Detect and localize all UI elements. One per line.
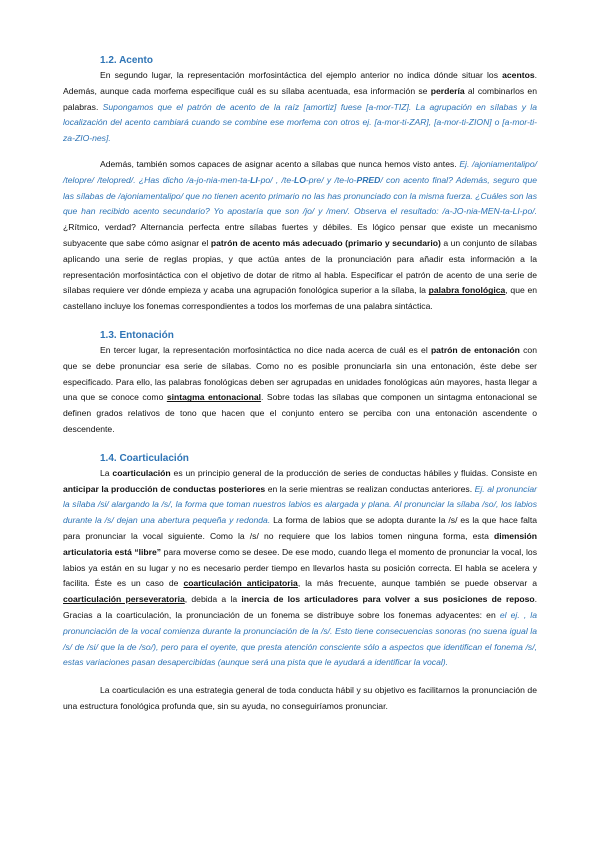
paragraph-coarticulacion-1: La coarticulación es un principio general de la producción de series de conductas hábiles y fluidas. Consiste en anticipar la producción de conductas posteriores en la serie mientras se realizan conductas anteriores. Ej. al pronunciar la sílaba /si/ alargando la /s/, la forma que toman nuestros labios es alargada y plana. Al pronunciar la sílaba /so/, los labios durante la /s/ dejan una abertura pequeña y redonda. La forma de labios que se adopta durante la /s/ es la que hace falta para pronunciar la vocal siguiente. Como la /s/ no requiere que los labios tomen ninguna forma, esta dimensión articulatoria está “libre” para moverse como se desee. De ese modo, cuando llega el momento de pronunciar la vocal, los labios ya están en su lugar y no es necesario perder tiempo en llevarlos hasta su posición correcta. El habla se acelera y facilita. Éste es un caso de coarticulación anticipatoria, la más frecuente, aunque también se puede observar a coarticulación perseveratoria, debida a la inercia de los articuladores para volver a sus posiciones de reposo. Gracias a la coarticulación, la pronunciación de un fonema se distribuye sobre los fonemas adyacentes: en el ej. , la pronunciación de la vocal comienza durante la pronunciación de la /s/. Esto tiene consecuencias sonoras (no suena igual la /s/ de /si/ que la de /so/), pero para el oyente, que presta atención consciente sólo a aspectos que identifican el fonema /s/, estas variaciones pasan desapercibidas (aunque será una pista que le ayudará a identificar la vocal). <box>63 467 538 668</box>
paragraph-acento-2: Además, también somos capaces de asignar acento a sílabas que nunca hemos visto antes. Ej. /ajoniamentalipo/ /telopre/ /telopred/. ¿Has dicho /a-jo-nia-men-ta-LI-po/ , /te-LO-pre/ y /te-lo-PRED/ con acento final? Además, seguro que las sílabas de /ajoniamentalipo/ que no tienen acento primario no las has pronunciado con la misma fuerza. ¿Cuáles son las que han recibido acento secundario? Yo apostaría que son /jo/ y /men/. Observa el resultado: /a-JO-nia-MEN-ta-LI-po/. ¿Rítmico, verdad? Alternancia perfecta entre sílabas fuertes y débiles. Es lógico pensar que existe un mecanismo subyacente que sabe cómo asignar el patrón de acento más adecuado (primario y secundario) a un conjunto de sílabas aplicando una serie de reglas propias, y que actúa antes de la pronunciación para añadir esta información a la representación morfosintáctica con el objetivo de dotar de ritmo al habla. Especificar el patrón de acento de una serie de sílabas requiere ver dónde empieza y acaba una agrupación fonológica superior a la sílaba, la palabra fonológica, que en castellano incluye los fonemas correspondientes a todos los morfemas de una palabra sintáctica. <box>63 158 538 312</box>
example-text: el ej. , la pronunciación de la vocal comienza durante la pronunciación de la /s/. Esto tiene consecuencias sonoras (no suena igual la /s/ de /si/ que la de /so/), pero para el oyente, que presta atención consciente sólo a aspectos que identifican el fonema /s/, estas variaciones pasan desapercibidas (aunque será una pista que le ayudará a identificar la vocal). <box>63 609 537 668</box>
paragraph-acento-1: En segundo lugar, la representación morfosintáctica del ejemplo anterior no indica dónde situar los acentos. Además, aunque cada morfema especifique cuál es su sílaba acentuada, esa información se perdería al combinarlos en palabras. Supongamos que el patrón de acento de la raíz [amortiz] fuese [a-mor-TIZ]. La agrupación en sílabas y la localización del acento cambiará cuando se combine ese morfema con otros ej. [a-mor-ti-ZAR], [a-mor-ti-ZION] o [a-mor-ti-za-ZIO-nes]. <box>63 70 537 144</box>
paragraph-coarticulacion-2: La coarticulación es una estrategia general de toda conducta hábil y su objetivo es facilitarnos la pronunciación de una estructura fonológica profunda que, sin su ayuda, no conseguiríamos pronunciar. <box>63 685 537 711</box>
paragraph-entonacion: En tercer lugar, la representación morfosintáctica no dice nada acerca de cuál es el patrón de entonación con que se debe pronunciar esa serie de sílabas. Como no es posible pronunciarla sin una entonación, éste debe ser especificado. Para ello, las palabras fonológicas deben ser agrupadas en unidades fonológicas aún mayores, hasta llegar a una que se conoce como sintagma entonacional. Sobre todas las sílabas que componen un sintagma entonacional se definen grados relativos de tono que hacen que el conjunto entero se perciba con una entonación ascendente o descendente. <box>63 344 537 434</box>
example-text: Ej. /ajoniamentalipo/ /telopre/ /telopred/. ¿Has dicho /a-jo-nia-men-ta-LI-po/ , /te-LO-pre/ y /te-lo-PRED/ con acento final? Además, seguro que las sílabas de /ajoniamentalipo/ que no tienen acento primario no las has pronunciado con la misma fuerza. ¿Cuáles son las que han recibido acento secundario? Yo apostaría que son /jo/ y /men/. Observa el resultado: /a-JO-nia-MEN-ta-LI-po/. <box>63 158 538 217</box>
example-text: Supongamos que el patrón de acento de la raíz [amortiz] fuese [a-mor-TIZ]. La agrupación en sílabas y la localización del acento cambiará cuando se combine ese morfema con otros ej. [a-mor-ti-ZAR], [a-mor-ti-ZION] o [a-mor-ti-za-ZIO-nes]. <box>63 101 537 144</box>
section-heading-acento: 1.2. Acento <box>100 55 153 66</box>
example-text: Ej. al pronunciar la sílaba /si/ alargando la /s/, la forma que toman nuestros labios es alargada y plana. Al pronunciar la sílaba /so/, los labios durante la /s/ dejan una abertura pequeña y redonda. <box>63 483 538 526</box>
document-page <box>63 54 537 715</box>
section-heading-entonacion: 1.3. Entonación <box>100 329 174 341</box>
section-heading-coarticulacion: 1.4. Coarticulación <box>100 452 189 464</box>
